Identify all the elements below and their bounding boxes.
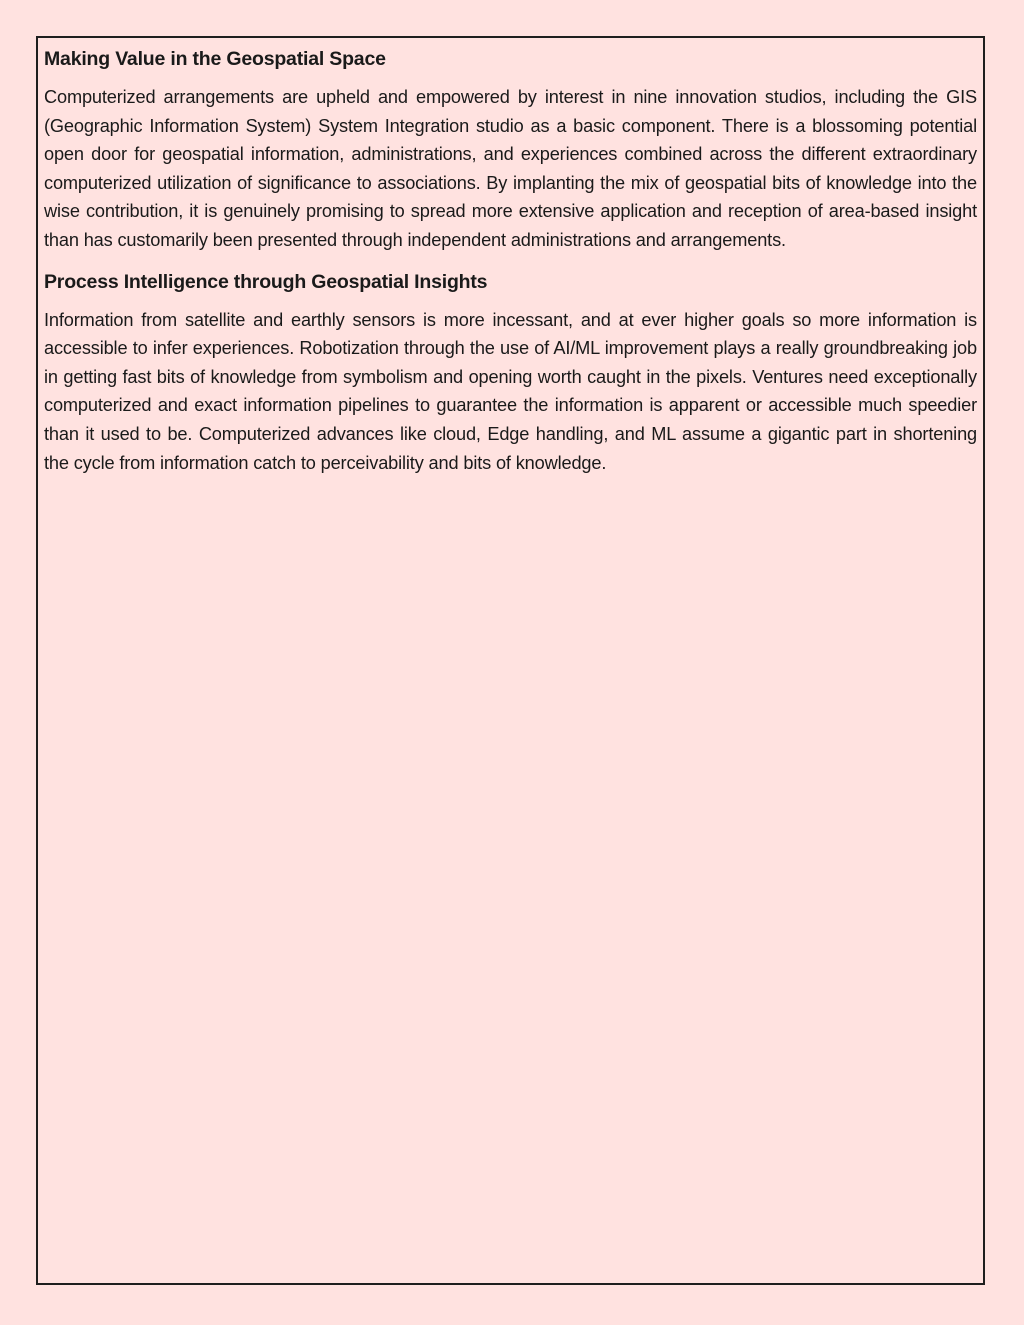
- section-process-intelligence: [44, 268, 977, 478]
- content-frame: [36, 36, 985, 1285]
- section-heading: Making Value in the Geospatial Space: [44, 48, 386, 70]
- section-paragraph: Information from satellite and earthly sensors is more incessant, and at ever higher goals so more information is accessible to infer experiences. Robotization through the use of AI/ML improvement plays a really groundbreaking job in getting fast bits of knowledge from symbolism and opening worth caught in the pixels. Ventures need exceptionally computerized and exact information pipelines to guarantee the information is apparent or accessible much speedier than it used to be. Computerized advances like cloud, Edge handling, and ML assume a gigantic part in shortening the cycle from information catch to perceivability and bits of knowledge.: [44, 309, 977, 473]
- section-heading: Process Intelligence through Geospatial Insights: [44, 270, 488, 293]
- section-paragraph: Computerized arrangements are upheld and empowered by interest in nine innovation studios, including the GIS (Geographic Information System) System Integration studio as a basic component. There is a blossoming potential open door for geospatial information, administrations, and experiences combined across the different extraordinary computerized utilization of significance to associations. By implanting the mix of geospatial bits of knowledge into the wise contribution, it is genuinely promising to spread more extensive application and reception of area-based insight than has customarily been presented through independent administrations and arrangements.: [44, 87, 977, 250]
- section-making-value: [44, 45, 977, 255]
